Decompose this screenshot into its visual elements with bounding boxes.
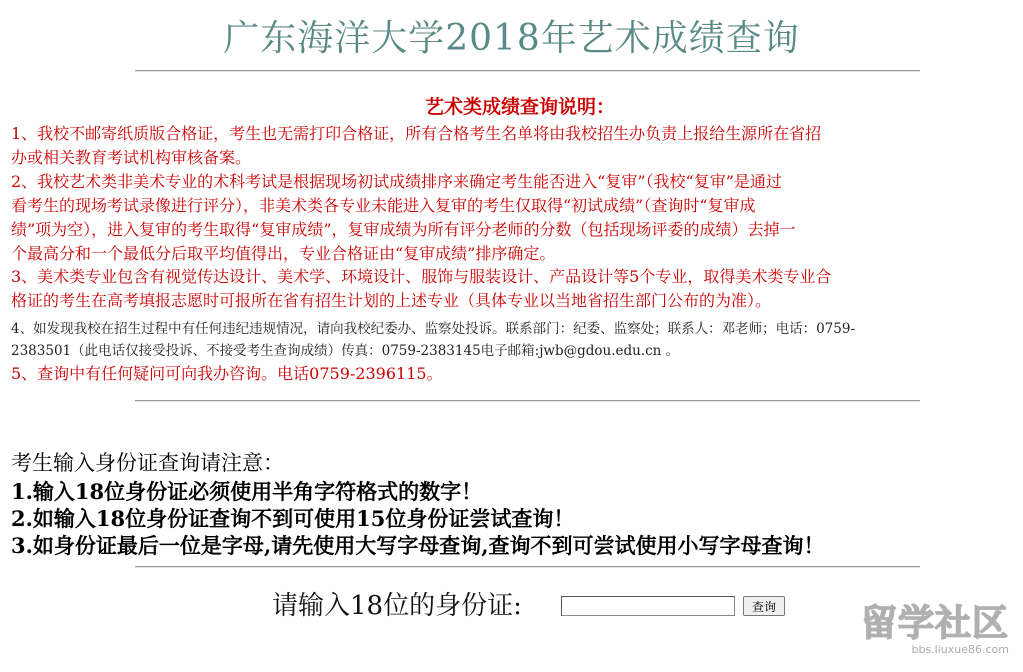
notice-line: 格证的考生在高考填报志愿时可报所在省有招生计划的上述专业（具体专业以当地省招生部门公布的为准）。 — [11, 291, 772, 310]
notice-item-3 — [11, 265, 1023, 313]
notice-line: 3、美术类专业包含有视觉传达设计、美术学、环境设计、服饰与服装设计、产品设计等5个专业，取得美术类专业合 — [11, 267, 832, 286]
notice-line: 4、如发现我校在招生过程中有任何违纪违规情况，请向我校纪委办、监察处投诉。联系部门：纪委、监察处；联系人：邓老师；电话：0759- — [11, 321, 856, 337]
page-title: 广东海洋大学2018年艺术成绩查询 — [223, 18, 800, 59]
notice-line: 看考生的现场考试录像进行评分），非美术类各专业未能进入复审的考生仅取得“初试成绩”（查询时“复审成 — [11, 196, 756, 215]
notice-line: 个最高分和一个最低分后取平均值得出，专业合格证由“复审成绩”排序确定。 — [11, 244, 556, 263]
notice-line: 办或相关教育考试机构审核备案。 — [11, 148, 252, 167]
notice-line: 绩”项为空），进入复审的考生取得“复审成绩”，复审成绩为所有评分老师的分数（包括现场评委的成绩）去掉一 — [11, 220, 796, 239]
instruction-item: 1.输入18位身份证必须使用半角字符格式的数字！ — [11, 479, 483, 504]
divider-top — [135, 70, 920, 72]
query-button[interactable]: 查询 — [743, 596, 785, 616]
watermark — [849, 604, 1009, 656]
divider-middle — [135, 400, 920, 402]
notice-line: 2383501（此电话仅接受投诉、不接受考生查询成绩）传真：0759-2383145电子邮箱:jwb@gdou.edu.cn 。 — [11, 343, 680, 359]
notice-line: 2、我校艺术类非美术专业的术科考试是根据现场初试成绩排序来确定考生能否进入“复审”（我校“复审”是通过 — [11, 172, 782, 191]
instruction-item: 2.如输入18位身份证查询不到可使用15位身份证尝试查询！ — [11, 506, 575, 531]
divider-bottom — [135, 566, 920, 568]
instructions-title: 考生输入身份证查询请注意： — [11, 451, 284, 475]
notice-item-5 — [11, 362, 1023, 386]
notice-item-1 — [11, 122, 1023, 170]
watermark-logo: 留学社区 — [860, 603, 1009, 644]
notice-line: 5、查询中有任何疑问可向我办咨询。电话0759-2396115。 — [11, 364, 443, 383]
notice-item-4 — [11, 318, 1023, 362]
instruction-item: 3.如身份证最后一位是字母,请先使用大写字母查询,查询不到可尝试使用小写字母查询！ — [11, 533, 825, 558]
watermark-url: bbs.liuxue86.com — [911, 643, 1009, 656]
id-number-label: 请输入18位的身份证: — [272, 591, 522, 621]
notice-item-2 — [11, 170, 1023, 266]
notice-line: 1、我校不邮寄纸质版合格证，考生也无需打印合格证，所有合格考生名单将由我校招生办负责上报给生源所在省招 — [11, 124, 822, 143]
id-number-input[interactable] — [561, 596, 735, 616]
notice-title: 艺术类成绩查询说明： — [424, 96, 615, 118]
